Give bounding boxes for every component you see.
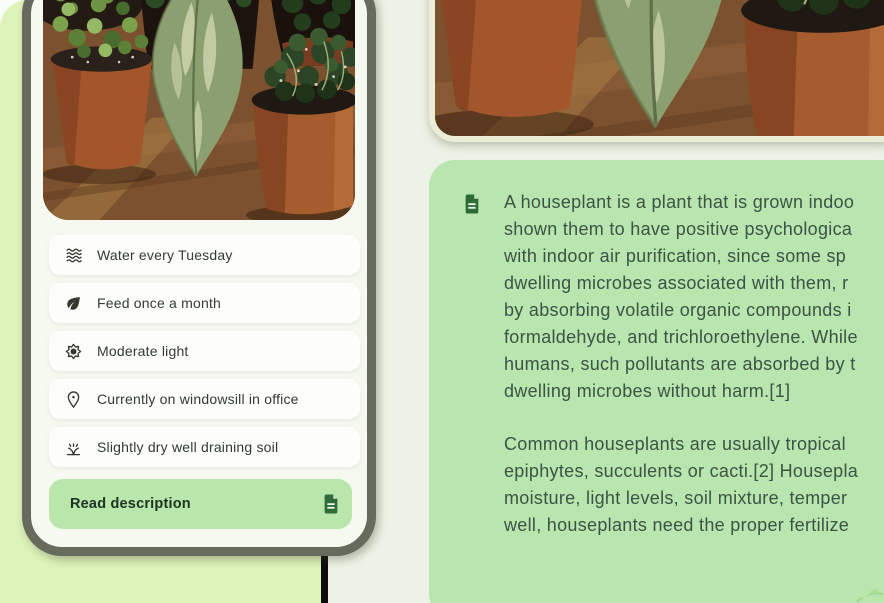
- phone-mockup: [22, 0, 376, 556]
- description-panel: [429, 160, 884, 603]
- plant-photo: [429, 0, 884, 142]
- description-line: with indoor air purification, since some sp: [504, 246, 847, 266]
- description-line: humans, such pollutants are absorbed by t: [504, 354, 856, 374]
- description-line: formaldehyde, and trichloroethylene. While: [504, 327, 858, 347]
- care-item-label: Feed once a month: [97, 295, 222, 311]
- sun-icon: [64, 342, 83, 361]
- description-line: A houseplant is a plant that is grown indoo: [504, 192, 855, 212]
- care-item-label: Slightly dry well draining soil: [97, 439, 279, 455]
- care-item-water[interactable]: [49, 235, 360, 275]
- description-line: dwelling microbes without harm.[1]: [504, 381, 791, 401]
- description-text: [504, 189, 858, 539]
- location-icon: [64, 390, 83, 409]
- description-line: dwelling microbes associated with them, r: [504, 273, 849, 293]
- care-item-soil[interactable]: [49, 427, 360, 467]
- read-description-button[interactable]: [49, 479, 352, 529]
- care-item-label: Currently on windowsill in office: [97, 391, 299, 407]
- care-item-label: Water every Tuesday: [97, 247, 233, 263]
- care-item-light[interactable]: [49, 331, 360, 371]
- care-item-feed[interactable]: [49, 283, 360, 323]
- description-line: well, houseplants need the proper fertilize: [504, 515, 850, 535]
- care-item-label: Moderate light: [97, 343, 189, 359]
- description-line: moisture, light levels, soil mixture, temper: [504, 488, 848, 508]
- description-line: shown them to have positive psychologica: [504, 219, 853, 239]
- document-icon: [462, 192, 483, 216]
- leaf-icon: [64, 294, 83, 313]
- description-line: by absorbing volatile organic compounds i: [504, 300, 852, 320]
- read-description-label: Read description: [70, 496, 191, 512]
- description-line: Common houseplants are usually tropical: [504, 434, 846, 454]
- care-list: [49, 235, 360, 475]
- desktop-photo-card: [429, 0, 884, 142]
- document-icon: [321, 492, 342, 516]
- plant-photo: [43, 0, 355, 220]
- water-icon: [64, 246, 83, 265]
- soil-icon: [64, 438, 83, 457]
- decorative-sprig: [855, 577, 884, 603]
- care-item-location[interactable]: [49, 379, 360, 419]
- description-line: epiphytes, succulents or cacti.[2] Housepla: [504, 461, 859, 481]
